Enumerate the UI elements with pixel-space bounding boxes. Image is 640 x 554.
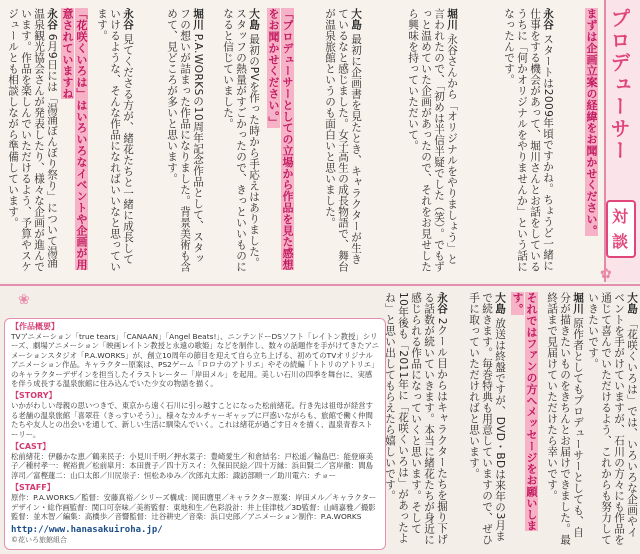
top-col-3 <box>298 8 362 274</box>
answer-text-5: 最初のPVを作った時から手応えはありました。スタッフの熱量がすごかったので、きっといいものになると信じていました。 <box>222 8 260 272</box>
top-col-4 <box>264 8 294 274</box>
copyright-text: ©花いろ旅館組合 <box>11 535 67 544</box>
answer-text-1: スタートは2009年頃ですかね。ちょうど一緒に仕事をする機会があって、堀川さんとお話をしているうちに「何かオリジナルをやりませんか」という話になったんです。 <box>503 8 554 272</box>
work-info-box <box>4 318 386 550</box>
speaker-nagatani-1: 永谷 <box>542 8 554 30</box>
bottom-answer-3: 放送は終盤ですが、DVD・BDは来年の3月まで続きます。毎巻特典も用意していますので、ぜひ手に取っていただければと思います。 <box>468 292 506 545</box>
bottom-col-1 <box>384 292 448 548</box>
bottom-col-4 <box>588 292 638 548</box>
section-staff-title: 【STAFF】 <box>11 483 55 493</box>
flower-icon-2: ❀ <box>18 292 30 308</box>
title-box <box>604 0 640 282</box>
question-heading-3: 「花咲くいろは」はいろいろなイベントや企画が用意されていますね <box>61 8 88 271</box>
speaker-nagatani-4: 永谷 <box>436 292 448 314</box>
speaker-horikawa-1: 堀川 <box>446 8 458 30</box>
bottom-col-3 <box>452 292 506 548</box>
official-site-link[interactable]: http://www.hanasakuiroha.jp/ <box>11 524 163 535</box>
speaker-oshima-2: 大島 <box>248 8 260 30</box>
cast-text: 松前緒花：伊藤かな恵／鶴来民子：小見川千明／押水菜子：豊崎愛生／和倉結名：戸松遥／輪島巴：能登麻美子／種村孝一：梶裕貴／松前皐月：本田貴子／四十万スイ：久保田民絵／四十万縁：浜田賢二／宮岸徹：間島淳司／富樫蓮二：山口太郎／川尻崇子：恒松あゆみ／次郎丸太郎：諏訪部順一／助川電六：チョー <box>11 452 374 480</box>
section-divider <box>0 284 640 286</box>
bottom-col-2-heading <box>510 292 538 548</box>
flower-icon: ✿ <box>600 266 612 282</box>
top-col-2 <box>366 8 458 274</box>
speaker-oshima-4: 大島 <box>626 292 638 314</box>
top-col-1b <box>462 8 554 274</box>
section-overview-title: 【作品概要】 <box>11 322 59 331</box>
speaker-horikawa-2: 堀川 <box>192 8 204 30</box>
question-heading-4: それではファンの方へメッセージをお願いします。 <box>511 292 538 532</box>
top-col-8-heading <box>62 8 88 274</box>
section-story-title: 【STORY】 <box>11 391 57 401</box>
top-col-5 <box>208 8 260 274</box>
answer-text-3: 最初に企画書を見たとき、キャラクターが生きているなと感じました。女子高生の成長物語で、舞台が温泉旅館というのも面白いと思いました。 <box>324 8 362 272</box>
top-col-1 <box>558 8 598 274</box>
taidan-char-2: 談 <box>612 232 629 251</box>
speaker-oshima-3: 大島 <box>494 292 506 314</box>
answer-text-8: 6月9日には「湯涌ぼんぼり祭り」について湯涌温泉観光協会さんが発表したり、様々な企画が進んでいます。作品を楽しんでいただけるよう、予算やスケジュールとも相談しながら準備しています。 <box>7 8 58 272</box>
question-heading-2: 「プロデューサーとしての立場から作品を見た感想をお聞かせください。」 <box>267 8 294 271</box>
bottom-answer-2: 原作者としてもプロデューサーとしても、自分が描きたいものをきちんとお届けできました。最終話まで見届けていただけたら幸いです。 <box>546 292 584 545</box>
section-cast-title: 【CAST】 <box>11 442 51 452</box>
bottom-col-2 <box>540 292 584 548</box>
taidan-char-1: 対 <box>612 207 629 226</box>
speaker-nagatani-2: 永谷 <box>122 8 134 30</box>
bottom-answer-1: 2クール目からはキャラクターたちを掘り下げる話数が続いていきます。本当に緒花たちが身近に感じられる作品になっていくと思います。そして10年後も「2011年に「花咲くいろは」があったよね」と思い出してもらえたら嬉しいです。 <box>384 292 448 545</box>
page-title: プロデューサー <box>607 8 631 162</box>
speaker-oshima-1: 大島 <box>350 8 362 30</box>
story-text: いかがわしい母親の思いつきで、東京から遠く石川に引っ越すことになった松前緒花。行き先は祖母が経営する老舗の温泉旅館「喜翠荘（きっすいそう）」。様々なカルチャーギャップに戸惑いながらも、旅館で働く仲間たちや友人との出会いを通して、新しい生活に馴染んでいく。これは緒花が過ごす日々を描く、温泉青春ストーリー。 <box>11 401 373 439</box>
bottom-answer-4: 「花咲くいろは」では、いろいろな企画やイベントを手がけていますが、石川の方々にも作品を通じて喜んでいただけるよう、これからも努力していきたいです。 <box>587 292 638 545</box>
answer-text-6: P.A.WORKSの10周年記念作品として、スタッフの想いが詰まった作品になりました。背景美術も含めて、見どころが多いと思います。 <box>166 8 204 272</box>
speaker-nagatani-3: 永谷 <box>46 8 58 30</box>
answer-text-2: 永谷さんから「オリジナルをやりましょう」と言われたので、「初めは半信半疑でした（笑）。でもずっと温めていた企画があったので、それをお見せしたら興味を持っていただいて。 <box>407 8 458 273</box>
answer-text-7: 見てくださる方が、緒花たちと一緒に成長していけるような、そんな作品になればいいなと思っています。 <box>96 8 134 272</box>
top-col-6 <box>138 8 204 274</box>
question-heading-1: まずは企画立案の経緯をお聞かせください。 <box>585 8 598 236</box>
taidan-badge <box>606 200 636 258</box>
top-col-7 <box>92 8 134 274</box>
speaker-horikawa-3: 堀川 <box>572 292 584 314</box>
top-col-8 <box>4 8 58 274</box>
overview-text: TVアニメーション「true tears」「CANAAN」「Angel Beats!」、ニンテンドーDSソフト「レイトン教授」シリーズ、劇場アニメーション「映画レイトン教授と永遠の歌姫」などを制作し、数々の話題作を手がけてきたアニメーションスタジオ「P.A.WORKS」が、創立10周年の節目を迎えて自ら立ち上げる、初めてのTVオリジナルアニメーション作品。キャラクター原案は、PS2ゲーム「ロロナのアトリエ」やその続編「トトリのアトリエ」のキャラクターデザインを担当したイラストレーター「岸田メル」を起用。美しい石川の四季を舞台に、実感を伴う成長する温泉旅館に住み込んでいた少女の物語を描く。 <box>11 332 379 389</box>
staff-text: 原作：P.A.WORKS／監督：安藤真裕／シリーズ構成：岡田麿里／キャラクター原案：岸田メル／キャラクターデザイン・総作画監督：関口可奈味／美術監督：東地和生／色彩設計：井上佳津枝／3D監督：山﨑嘉雅／撮影監督：並木智／編集：高橋歩／音響監督：辻谷耕史／音楽：浜口史郎／アニメーション制作：P.A.WORKS <box>11 493 377 522</box>
